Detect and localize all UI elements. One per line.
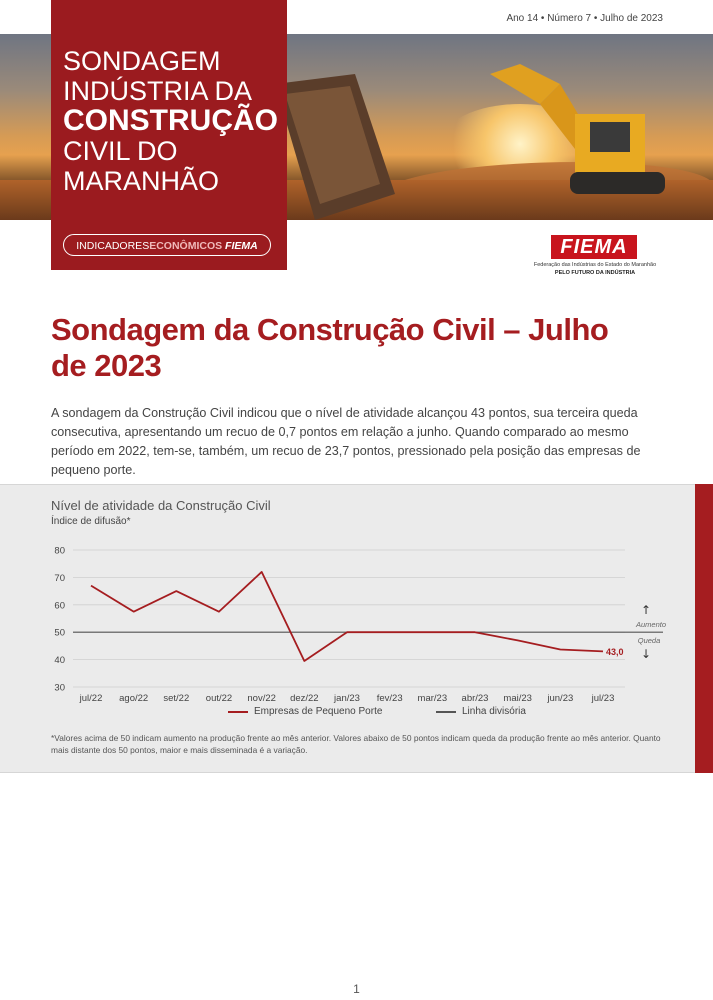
- down-label: Queda: [637, 636, 661, 646]
- title-line-5: MARANHÃO: [63, 166, 220, 196]
- title-line-1: SONDAGEM: [63, 46, 221, 76]
- side-accent-bar: [695, 484, 713, 773]
- x-tick-label: nov/22: [247, 693, 276, 704]
- x-tick-label: dez/22: [290, 693, 319, 704]
- issue-info: Ano 14 • Número 7 • Julho de 2023: [506, 13, 663, 24]
- fiema-logo: [525, 235, 665, 276]
- x-tick-label: abr/23: [461, 693, 489, 704]
- x-tick-label: fev/23: [376, 693, 403, 704]
- line-chart: [0, 484, 695, 734]
- excavator-illustration: [480, 64, 680, 214]
- legend-label-series: Empresas de Pequeno Porte: [254, 706, 383, 717]
- arrow-up-icon: ↑: [640, 603, 652, 618]
- article-intro: A sondagem da Construção Civil indicou que o nível de atividade alcançou 43 pontos, sua terceira queda consecutiva, apresentando um recuo de 0,7 pontos em relação a junho. Quando comparado ao mesmo período em 2022, tem-se, também, um recuo de 23,7 pontos, pressionado pela posição das empresas de pequeno porte.: [51, 406, 641, 477]
- y-tick-label: 40: [54, 655, 65, 667]
- y-tick-label: 80: [54, 545, 65, 557]
- pill-label-3: FIEMA: [225, 240, 258, 252]
- pill-label-1: INDICADORES: [76, 240, 150, 252]
- x-tick-label: ago/22: [119, 693, 149, 704]
- y-tick-label: 70: [54, 572, 65, 584]
- legend-swatch-divider: [436, 711, 456, 713]
- title-line-2: INDÚSTRIA DA: [63, 76, 253, 106]
- x-tick-label: jun/23: [547, 693, 574, 704]
- x-tick-label: jul/23: [591, 693, 615, 704]
- legend-label-divider: Linha divisória: [462, 706, 526, 717]
- x-tick-label: mai/23: [503, 693, 532, 704]
- title-panel: [51, 0, 287, 270]
- fiema-logo-mark: FIEMA: [551, 235, 637, 259]
- legend-item-series: [228, 706, 382, 717]
- x-tick-label: jan/23: [334, 693, 360, 704]
- indicadores-pill: [63, 234, 271, 256]
- x-tick-label: mar/23: [417, 693, 448, 704]
- y-tick-label: 30: [54, 682, 65, 694]
- chart-footnote: *Valores acima de 50 indicam aumento na produção frente ao mês anterior. Valores abaixo de 50 pontos indicam queda da produção frente ao mês anterior. Quanto mais distante dos 50 pontos, maior e mais disseminada é a variação.: [51, 733, 661, 755]
- title-line-4: CIVIL DO: [63, 136, 178, 166]
- logo-caption: Federação das Indústrias do Estado do Maranhão: [533, 262, 657, 268]
- series-line-pequeno-porte: [91, 572, 603, 661]
- y-tick-label: 50: [54, 627, 65, 639]
- article-headline: Sondagem da Construção Civil – Julho de 2023: [51, 312, 609, 383]
- arrow-down-icon: ↓: [640, 647, 652, 662]
- x-tick-label: set/22: [163, 693, 190, 704]
- y-tick-label: 60: [54, 600, 65, 612]
- chart-title: Nível de atividade da Construção Civil: [51, 498, 271, 513]
- x-tick-label: jul/22: [79, 693, 103, 704]
- page-number: 1: [353, 982, 360, 996]
- pill-label-2: ECONÔMICOS: [149, 240, 223, 252]
- last-value-label: 43,0: [606, 646, 624, 657]
- title-line-3: CONSTRUÇÃO: [63, 104, 278, 137]
- chart-subtitle: Índice de difusão*: [51, 516, 131, 527]
- legend-swatch-series: [228, 711, 248, 713]
- report-title: [63, 46, 278, 196]
- legend-item-divider: [436, 706, 526, 717]
- logo-slogan: PELO FUTURO DA INDÚSTRIA: [554, 270, 636, 276]
- x-tick-label: out/22: [205, 693, 233, 704]
- up-label: Aumento: [635, 620, 667, 630]
